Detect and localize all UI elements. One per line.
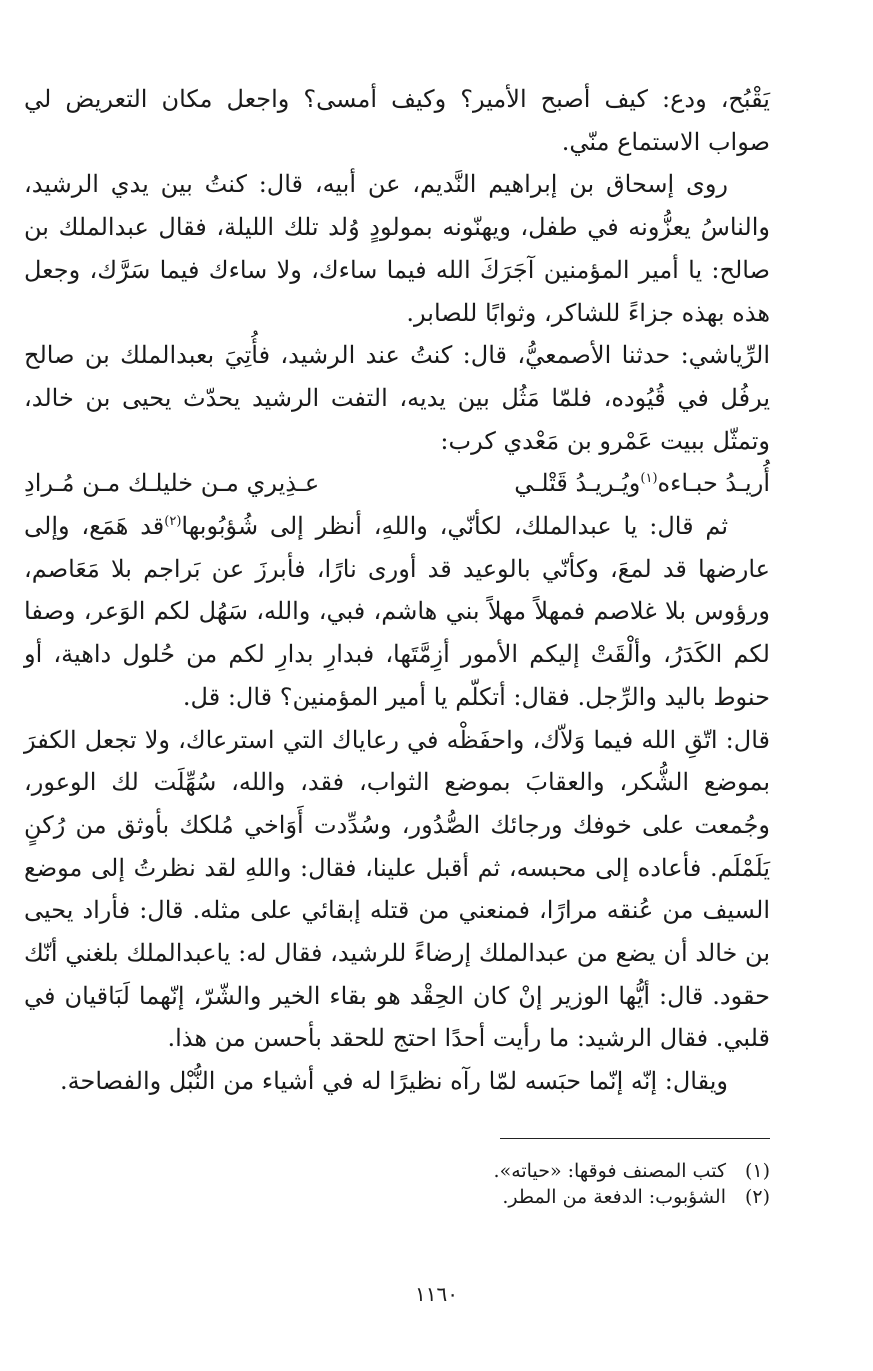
- paragraph-4: ثم قال: يا عبدالملك، لكأنّي، واللهِ، أنظر إلى شُؤبُوبها$^{(٢)}$قد هَمَع، وإلى عارضها قد لمعَ، وكأنّي بالوعيد قد أورى نارًا، فأبرزَ عن بَراجم بلا مَعَاصم، ورؤوس بلا غلاصم فمهلاً مهلاً بني هاشم، فبي، والله، سَهُل لكم الوَعر، وصفا لكم الكَدَرُ، وألْقَتْ إليكم الأمور أزِمَّتَها، فبدارِ بدارِ لكم من حُلول داهية، أو حنوط باليد والرِّجل. فقال: أتكلّم يا أمير المؤمنين؟ قال: قل.: [24, 512, 770, 711]
- paragraph-5: قال: اتّقِ الله فيما وَلاّك، واحفَظْه في رعاياك التي استرعاك، ولا تجعل الكفرَ بموضع الشُّكر، والعقابَ بموضع الثواب، فقد، والله، سُهِّلَت لك الوعور، وجُمعت على خوفك ورجائك الصُّدُور، وسُدِّدت أَوَاخي مُلكك بأوثق من رُكنٍ يَلَمْلَم. فأعاده إلى محبسه، ثم أقبل علينا، فقال: واللهِ لقد نظرتُ إلى موضع السيف من عُنقه مرارًا، فمنعني من قتله إبقائي على مثله. قال: فأراد يحيى بن خالد أن يضع من عبدالملك إرضاءً للرشيد، فقال له: ياعبدالملك بلغني أنّك حقود. قال: أيُّها الوزير إنْ كان الحِقْد هو بقاء الخير والشّرّ، إنّهما لَبَاقيان في قلبي. فقال الرشيد: ما رأيت أحدًا احتج للحقد بأحسن من هذا.: [24, 725, 770, 1053]
- page-number: ١١٦٠: [415, 1282, 458, 1306]
- footnote-ref-2: (٢): [164, 514, 182, 530]
- main-text: [24, 78, 770, 1103]
- paragraph-6: ويقال: إنّه إنّما حبَسه لمّا رآه نظيرًا له في أشياء من النُّبْل والفصاحة.: [60, 1067, 728, 1096]
- paragraph-3: الرِّياشي: حدثنا الأصمعيُّ، قال: كنتُ عند الرشيد، فأُتِيَ بعبدالملك بن صالح يرفُل في قُيُوده، فلمّا مَثُل بين يديه، التفت الرشيد يحدّث يحيى بن خالد، وتمثّل ببيت عَمْرو بن مَعْدي كرب:: [24, 341, 770, 455]
- footnote-2: [24, 1184, 770, 1210]
- poem-verse: [24, 462, 770, 505]
- verse-second-hemistich: عـذِيري مـن خليلـك مـن مُـرادِ: [24, 469, 320, 498]
- footnote-ref-1: (١): [640, 471, 658, 487]
- verse-first-hemistich: أُريـدُ حبـاءه$^{(١)}$ويُـريـدُ قَتْلـي: [514, 469, 770, 498]
- footnotes: [24, 1158, 770, 1210]
- footnote-divider: [500, 1138, 770, 1139]
- footnote-number: (٢): [744, 1186, 770, 1208]
- paragraph-1: يَقْبُح، ودع: كيف أصبح الأمير؟ وكيف أمسى؟ واجعل مكان التعريض لي صواب الاستماع منّي.: [24, 85, 770, 156]
- footnote-text: الشؤبوب: الدفعة من المطر.: [502, 1186, 726, 1208]
- footnote-1: [24, 1158, 770, 1184]
- paragraph-2: روى إسحاق بن إبراهيم النَّديم، عن أبيه، قال: كنتُ بين يدي الرشيد، والناسُ يعزُّونه في طفل، ويهنّونه بمولودٍ وُلد تلك الليلة، فقال عبدالملك بن صالح: يا أمير المؤمنين آجَرَكَ الله فيما ساءك، ولا ساءك فيما سَرَّك، وجعل هذه بهذه جزاءً للشاكر، وثوابًا للصابر.: [24, 170, 770, 327]
- footnote-number: (١): [744, 1160, 770, 1182]
- footnote-text: كتب المصنف فوقها: «حياته».: [493, 1160, 726, 1182]
